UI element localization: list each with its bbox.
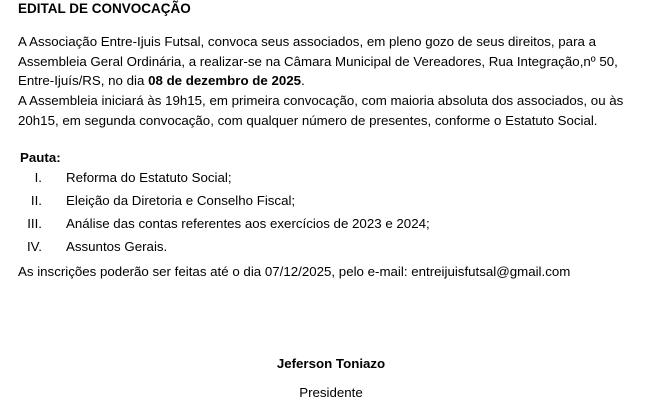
agenda-item-text: Assuntos Gerais. [66,239,168,254]
signatory-role: Presidente [299,385,363,400]
assembly-date: 08 de dezembro de 2025 [148,73,302,88]
convocation-text-end: . [301,73,305,88]
agenda-item [0,166,662,189]
agenda-item [0,189,662,212]
agenda-label: Pauta: [20,150,61,165]
signatory-name: Jeferson Toniazo [276,356,386,371]
notice-title: EDITAL DE CONVOCAÇÃO [18,1,191,16]
agenda-item [0,235,662,258]
agenda-item-text: Análise das contas referentes aos exercícios de 2023 e 2024; [66,216,430,231]
agenda-item [0,212,662,235]
agenda-item-number: IV. [26,239,42,254]
agenda-item-number: I. [34,170,42,185]
agenda-list [0,166,662,258]
convocation-paragraph [18,32,644,91]
agenda-item-text: Eleição da Diretoria e Conselho Fiscal; [66,193,296,208]
agenda-item-number: III. [27,216,42,231]
convocation-text: A Associação Entre-Ijuis Futsal, convoca seus associados, em pleno gozo de seus direitos, para a Assembleia Geral Ordinária, a realizar-se na Câmara Municipal de Vereadores, Rua Integração,nº 50, Entre-Ijuís/RS, no dia [18,34,618,88]
agenda-item-text: Reforma do Estatuto Social; [66,170,232,185]
agenda-item-number: II. [30,193,42,208]
registration-note: As inscrições poderão ser feitas até o dia 07/12/2025, pelo e-mail: entreijuisfutsal@gmail.com [18,264,571,279]
schedule-paragraph: A Assembleia iniciará às 19h15, em primeira convocação, com maioria absoluta dos associados, ou às 20h15, em segunda convocação, com qualquer número de presentes, conforme o Estatuto Social. [18,93,624,128]
